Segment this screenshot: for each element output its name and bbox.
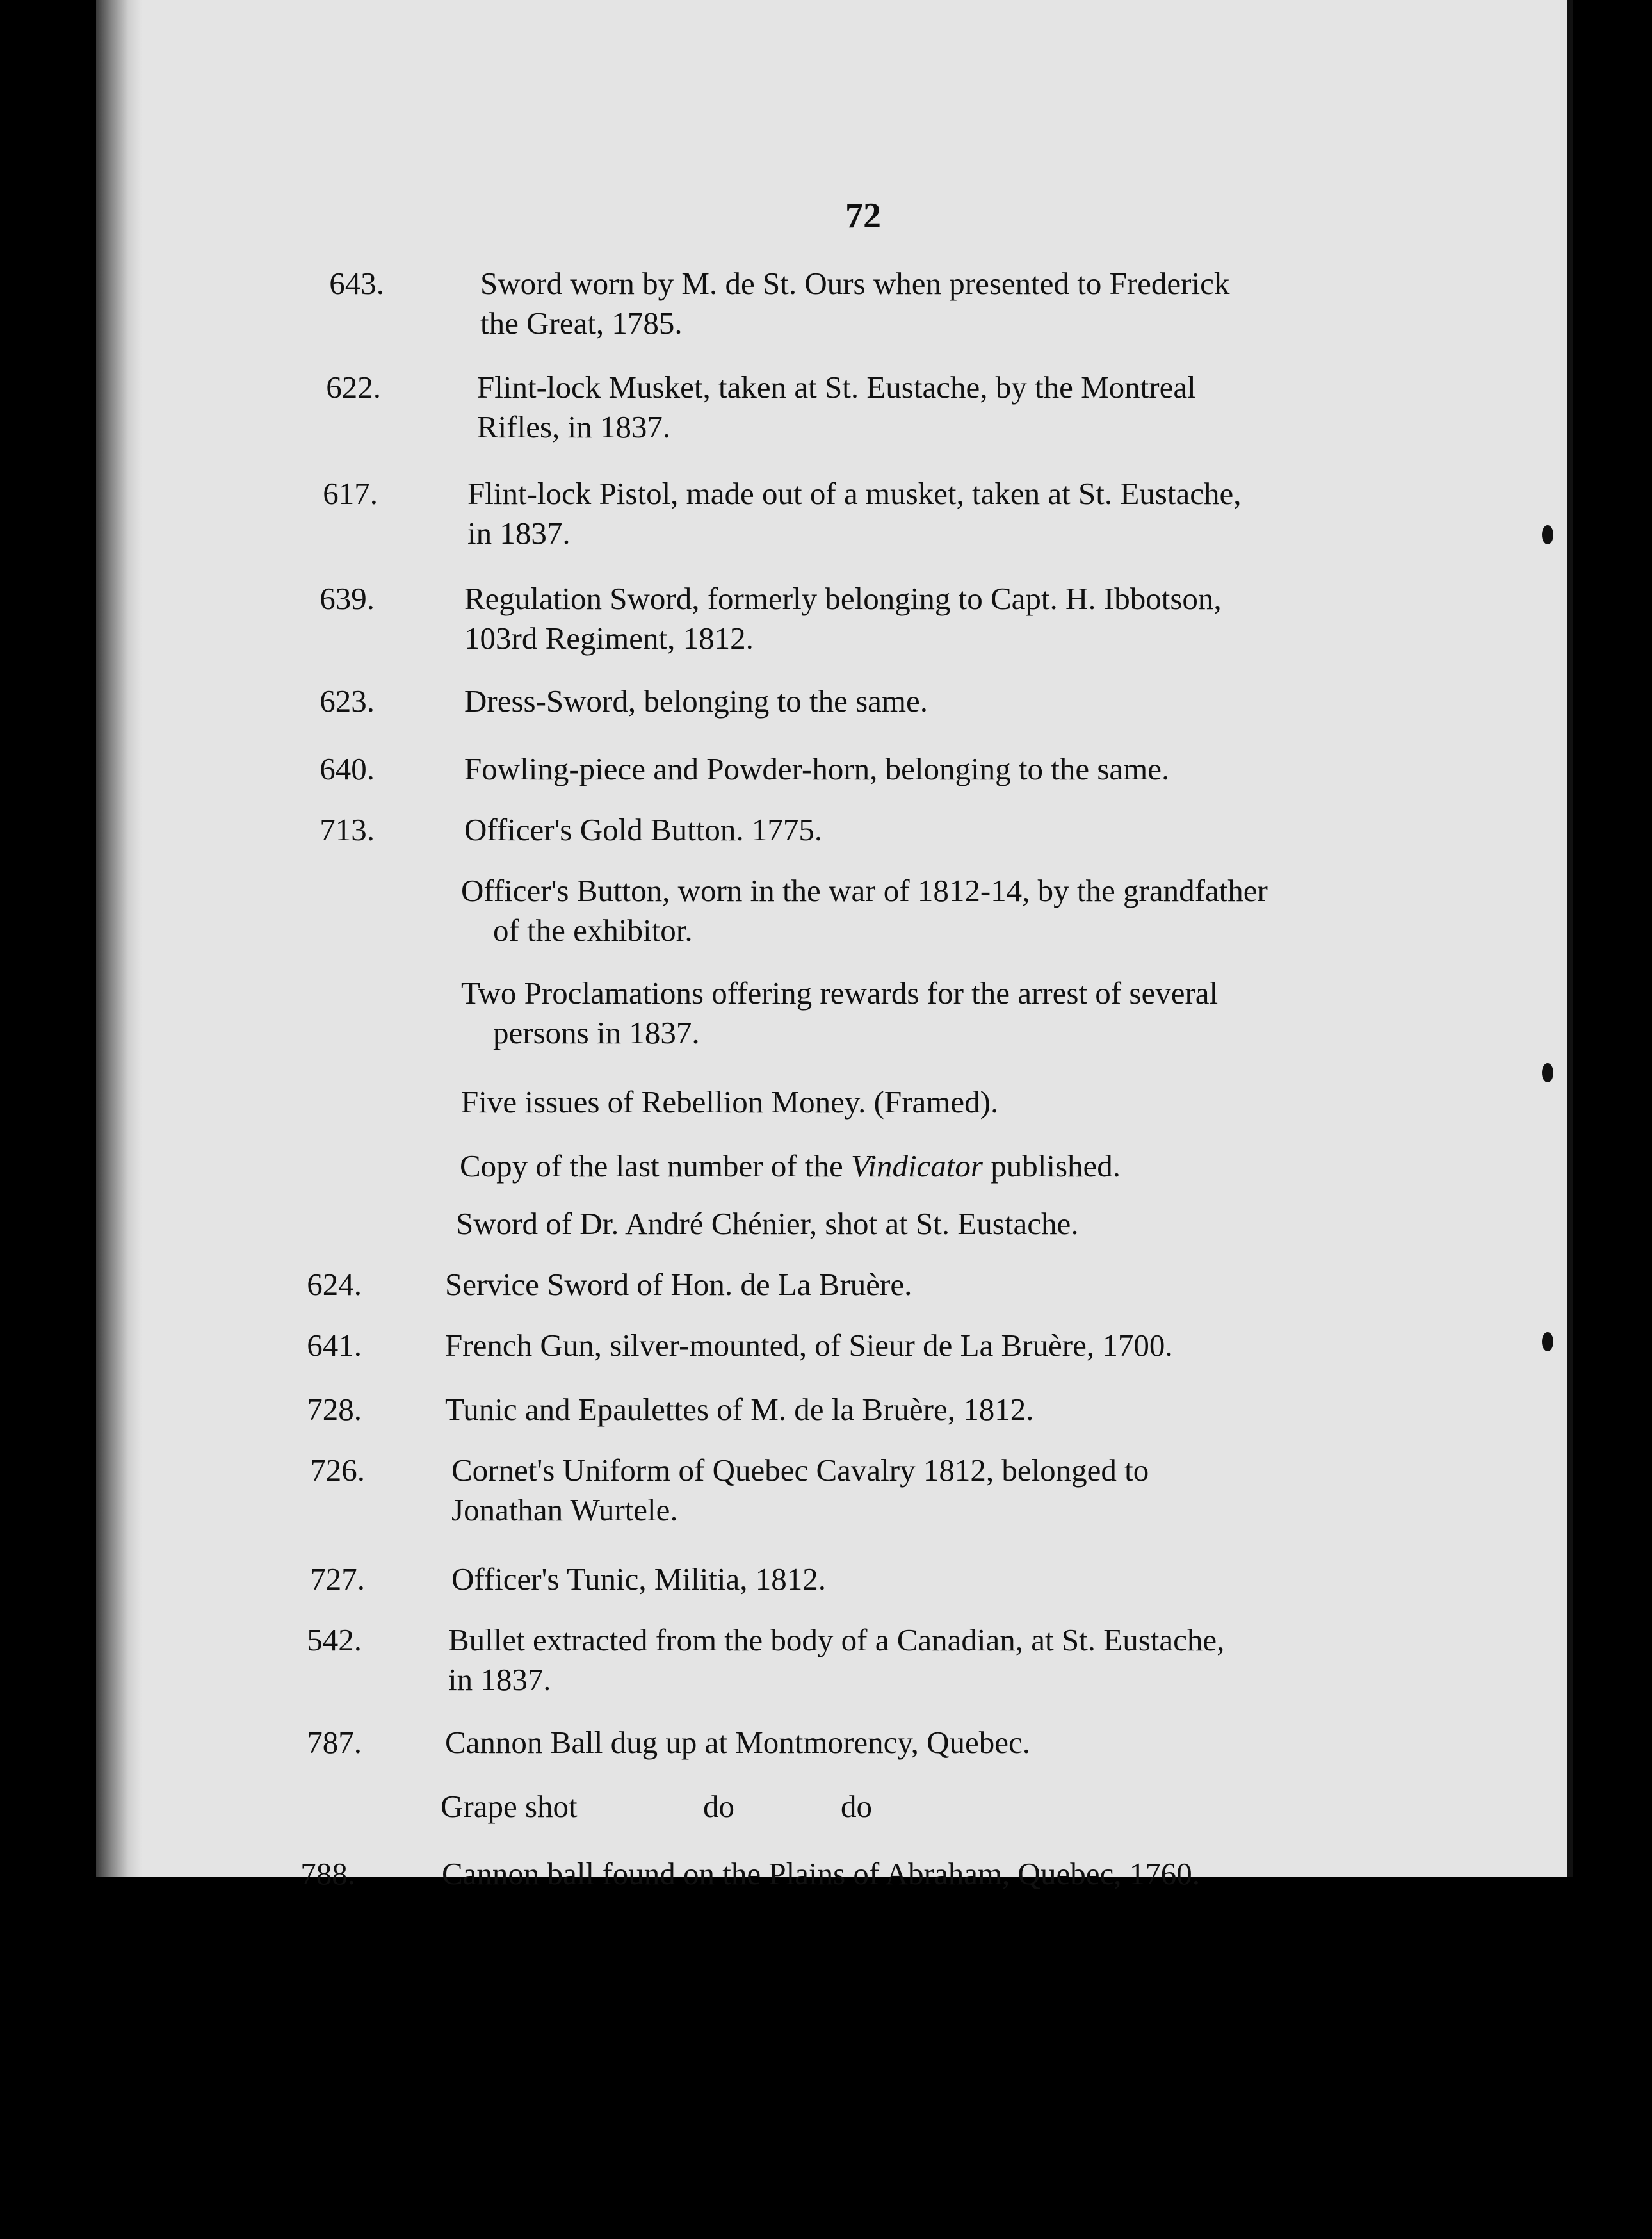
entry-text: Service Sword of Hon. de La Bruère.	[445, 1267, 912, 1302]
catalog-entry	[320, 749, 1373, 789]
entry-text: Grape shot	[441, 1789, 578, 1824]
ditto-mark: do	[703, 1789, 734, 1824]
entry-text: Officer's Gold Button. 1775.	[464, 812, 823, 847]
catalog-entry	[461, 1082, 1460, 1122]
entry-text-continued: Rifles, in 1837.	[477, 409, 671, 444]
entry-text: Sword worn by M. de St. Ours when presented to Frederick	[480, 266, 1230, 301]
entry-text: Regulation Sword, formerly belonging to Capt. H. Ibbotson,	[464, 581, 1222, 616]
catalog-entry	[307, 1723, 1361, 1763]
entry-text	[460, 1146, 1459, 1186]
entry-text: Fowling-piece and Powder-horn, belonging to the same.	[464, 751, 1170, 786]
catalog-entry	[307, 1620, 1361, 1700]
entry-text-continued: Jonathan Wurtele.	[451, 1492, 678, 1527]
entry-text: Cornet's Uniform of Quebec Cavalry 1812, belonged to	[451, 1453, 1149, 1488]
entry-text-continued: 103rd Regiment, 1812.	[464, 621, 754, 656]
entry-number: 788.	[300, 1856, 355, 1891]
entry-text-continued: of the exhibitor.	[493, 913, 693, 948]
entry-text: Two Proclamations offering rewards for the arrest of several	[461, 975, 1219, 1011]
catalog-entry	[329, 264, 1383, 343]
catalog-entry	[307, 1390, 1361, 1429]
entry-text-continued: in 1837.	[467, 516, 571, 551]
edge-mark	[1542, 1063, 1553, 1082]
entry-number: 643.	[329, 266, 384, 301]
entry-text-part: Copy of the last number of the	[460, 1148, 852, 1184]
entry-text: Officer's Tunic, Militia, 1812.	[451, 1561, 827, 1597]
catalog-entry	[460, 1146, 1459, 1186]
catalog-entry	[323, 474, 1377, 553]
entry-text-continued: the Great, 1785.	[480, 305, 683, 341]
entry-number: 726.	[310, 1453, 365, 1488]
catalog-entry	[310, 1451, 1364, 1530]
entry-number: 713.	[320, 812, 375, 847]
entry-number: 728.	[307, 1392, 362, 1427]
catalog-entry	[300, 1854, 1354, 1894]
entry-number: 641.	[307, 1328, 362, 1363]
ditto-mark: do	[841, 1789, 872, 1824]
page-edge	[1567, 0, 1573, 1877]
edge-mark	[1542, 525, 1553, 544]
entry-number: 624.	[307, 1267, 362, 1302]
edge-mark	[1542, 1332, 1553, 1351]
book-spine-shadow	[96, 0, 142, 1877]
entry-text: Officer's Button, worn in the war of 1812-14, by the grandfather	[461, 873, 1268, 908]
catalog-entry	[326, 368, 1380, 447]
entry-number: 787.	[307, 1725, 362, 1760]
entry-text: Cannon Ball dug up at Montmorency, Quebec.	[445, 1725, 1031, 1760]
entry-number: 542.	[307, 1622, 362, 1657]
catalog-entry	[456, 1204, 1455, 1244]
catalog-entry	[461, 871, 1460, 950]
entry-number: 622.	[326, 370, 381, 405]
entry-text: Dress-Sword, belonging to the same.	[464, 683, 928, 719]
catalog-entry	[320, 681, 1373, 721]
entry-text: Bullet extracted from the body of a Canadian, at St. Eustache,	[448, 1622, 1225, 1657]
entry-text: Flint-lock Pistol, made out of a musket, taken at St. Eustache,	[467, 476, 1242, 511]
entry-text: Cannon ball found on the Plains of Abraham, Quebec, 1760.	[442, 1856, 1200, 1891]
entry-number: 640.	[320, 751, 375, 786]
catalog-entry	[461, 973, 1460, 1053]
entry-number: 639.	[320, 581, 375, 616]
entry-number: 623.	[320, 683, 375, 719]
publication-title: Vindicator	[851, 1148, 983, 1184]
entry-number: 617.	[323, 476, 378, 511]
entry-text-continued: in 1837.	[448, 1662, 551, 1697]
entry-number: 727.	[310, 1561, 365, 1597]
entry-text: Five issues of Rebellion Money. (Framed).	[461, 1084, 999, 1120]
entry-text: Tunic and Epaulettes of M. de la Bruère, 1812.	[445, 1392, 1034, 1427]
page-number: 72	[845, 196, 881, 236]
entry-text-part: published.	[982, 1148, 1121, 1184]
catalog-entry	[441, 1787, 1439, 1827]
entry-text: Flint-lock Musket, taken at St. Eustache, by the Montreal	[477, 370, 1196, 405]
entry-text: Sword of Dr. André Chénier, shot at St. Eustache.	[456, 1206, 1079, 1241]
catalog-entry	[320, 579, 1373, 658]
catalog-entry	[310, 1559, 1364, 1599]
catalog-entry	[307, 1326, 1361, 1365]
catalog-entry	[320, 810, 1373, 850]
entry-text: French Gun, silver-mounted, of Sieur de La Bruère, 1700.	[445, 1328, 1173, 1363]
entry-text-continued: persons in 1837.	[493, 1015, 700, 1050]
catalog-entry	[307, 1265, 1361, 1305]
